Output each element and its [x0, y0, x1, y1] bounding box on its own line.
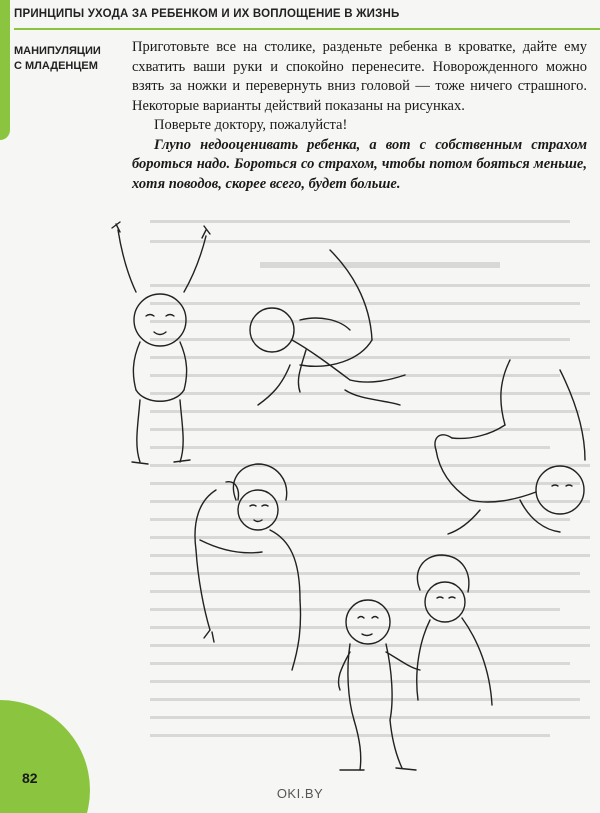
header-rule	[14, 28, 600, 30]
section-label-line1: МАНИПУЛЯЦИИ	[14, 45, 101, 57]
body-text	[132, 38, 587, 194]
illustration-baby-lifted-by-legs	[435, 360, 585, 534]
paragraph-plea: Поверьте доктору, пожалуйста!	[154, 117, 348, 133]
site-watermark: OKI.BY	[276, 786, 324, 801]
illustration-baby-on-forearm	[250, 250, 405, 405]
illustration-baby-held-by-hands	[112, 222, 210, 464]
paragraph-instructions: Приготовьте все на столике, разденьте ребенка в кроватке, дайте ему схватить ваши руки и спокойно перенесите. Новорожденного можно взять за ножки и перевернуть вниз головой — тоже ничего страшного. Некоторые варианты действий показаны на рисунках.	[132, 39, 587, 114]
paragraph-emphasis: Глупо недооценивать ребенка, а вот с собственным страхом бороться надо. Бороться со страхом, чтобы потом бояться меньше, хотя поводов, скорее всего, будет больше.	[132, 136, 587, 192]
accent-tab	[0, 0, 10, 140]
illustrations	[0, 200, 600, 780]
section-label-line2: С МЛАДЕНЦЕМ	[14, 60, 98, 72]
running-header: ПРИНЦИПЫ УХОДА ЗА РЕБЕНКОМ И ИХ ВОПЛОЩЕНИЕ В ЖИЗНЬ	[14, 8, 400, 20]
illustration-toddler-standing	[338, 555, 492, 770]
illustration-baby-on-shoulder	[195, 464, 301, 670]
section-label	[14, 44, 101, 74]
page-number: 82	[22, 770, 38, 786]
